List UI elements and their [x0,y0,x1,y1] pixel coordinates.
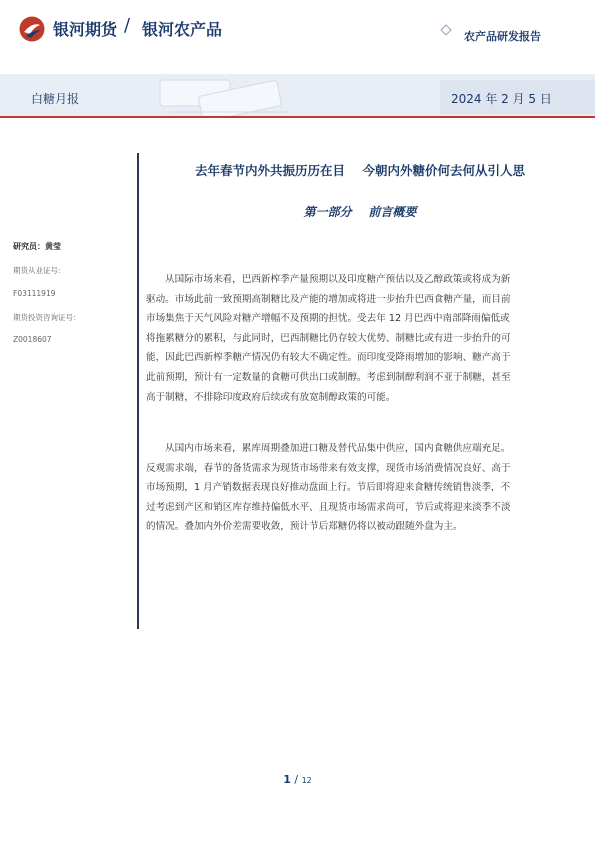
paragraph-line: 市场集焦于天气风险对糖产增幅不及预期的担忧。受去年 12 月巴西中南部降雨偏低或 [146,313,510,325]
paragraph-line: 反观需求端，春节的备货需求为现货市场带来有效支撑，现货市场消费情况良好、高于 [146,462,511,474]
brand-name: 银河期货 [53,20,118,39]
vertical-divider [137,153,139,629]
banner-decoration [140,74,310,118]
consult-number: Z0018607 [13,335,52,344]
paragraph-line: 的情况。叠加内外价差需要收敛，预计节后郑糖仍将以被动跟随外盘为主。 [146,521,463,533]
paragraph-line: 驱动。市场此前一致预期高制糖比及产能的增加或将进一步抬升巴西食糖产量，而目前 [146,293,511,305]
license-number: F03111919 [13,289,56,298]
brand-separator: / [124,15,131,36]
banner-divider [0,116,595,118]
galaxy-futures-logo-icon [19,16,45,42]
section-heading: 第一部分 前言概要 [303,205,417,219]
license-label: 期货从业证号： [13,266,66,275]
paragraph-line: 过考虑到产区和销区库存维持偏低水平、且现货市场需求尚可，节后或将迎来淡季不淡 [146,501,511,513]
report-date: 2024 年 2 月 5 日 [451,92,552,106]
paragraph-domestic [146,439,567,537]
researcher-name: 研究员：黄莹 [13,242,61,251]
paragraph-line: 市场预期，1 月产销数据表现良好推动盘面上行。节后即将迎来食糖传统销售淡季，不 [146,482,511,494]
paragraph-line: 高于制糖，不排除印度政府后续或有放宽制醇政策的可能。 [146,391,396,403]
page-total: 12 [301,776,312,785]
paragraph-line: 从国内市场来看，累库周期叠加进口糖及替代品集中供应，国内食糖供应端充足。 [165,443,511,454]
paragraph-line: 能，因此巴西新榨季糖产情况仍有较大不确定性。而印度受降雨增加的影响、糖产高于 [146,352,511,364]
report-type: 农产品研发报告 [464,30,541,43]
consult-label: 期货投资咨询证号： [13,313,81,322]
diamond-icon [440,24,451,35]
report-series-label: 白糖月报 [31,92,80,106]
paragraph-line: 从国际市场来看，巴西新榨季产量预期以及印度糖产预估以及乙醇政策或将成为新 [165,274,511,285]
brand-subname: 银河农产品 [142,20,223,39]
paragraph-line: 将拖累糖分的累积，与此同时，巴西制糖比仍存较大优势、制糖比或有进一步抬升的可 [146,332,511,344]
page-current: 1 [283,773,291,786]
report-title: 去年春节内外共振历历在目 今朝内外糖价何去何从引人思 [195,163,525,178]
paragraph-international [146,270,567,407]
page-number [270,773,325,786]
page-separator: / [294,773,299,786]
paragraph-line: 此前预期，预计有一定数量的食糖可供出口或制醇。考虑到制醇利润不亚于制糖，甚至 [146,371,511,383]
